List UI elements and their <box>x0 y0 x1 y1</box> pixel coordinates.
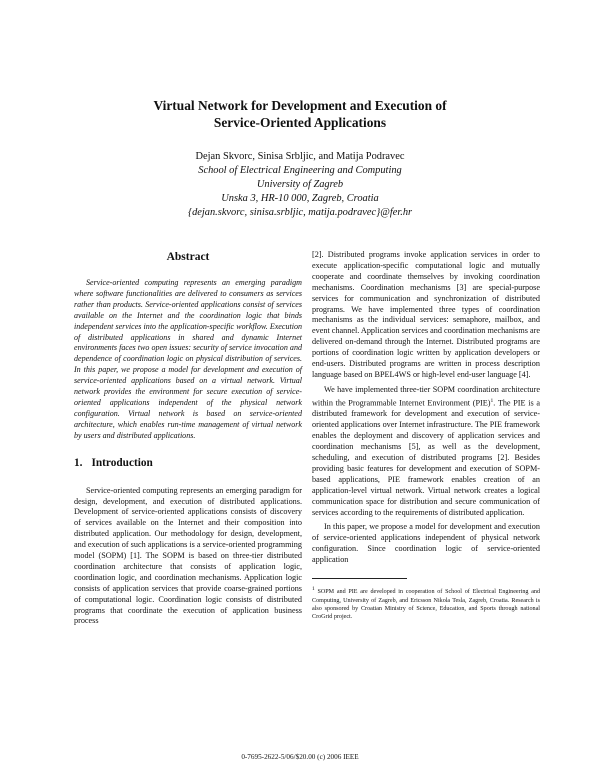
right-paragraph-2 <box>312 385 540 519</box>
affiliation-university: University of Zagreb <box>256 179 344 190</box>
affiliation-address: Unska 3, HR-10 000, Zagreb, Croatia <box>221 193 379 204</box>
right-paragraph-2-text-b: . The PIE is a distributed framework for development and execution of service-oriented applications over Internet infrastructure. The PIE framework enables the deployment and discovery of application services and coordination mechanisms [5], as well as the development, scheduling, and execution of distributed programs [2]. Besides providing basic features for development and execution of SOPM-based applications, PIE framework enables creation of an application-level virtual network. Virtual network creates a logical communication space for distribution and secure communication of services according to the requirements of distributed application. <box>312 398 540 517</box>
section-title: Introduction <box>91 456 153 469</box>
footnote <box>312 585 540 622</box>
right-paragraph-1: [2]. Distributed programs invoke application services in order to execute application-specific computational logic and mutually cooperate and coordinate themselves by invoking coordination mechanisms. Coordination mechanisms [3] are special-purpose services for communication and synchronization of distributed programs. We have implemented three types of coordination mechanisms as the individual services: semaphore, mailbox, and event channel. Application services and coordination mechanisms are delivered on-demand through the Internet. Distributed programs are portions of coordination logic written by application developers or end-users. Distributed programs are written in process description language based on BPEL4WS or high-level end-user language [4]. <box>312 250 540 379</box>
section-heading-introduction <box>74 456 302 470</box>
title-line-1: Virtual Network for Development and Execution of <box>153 98 447 113</box>
author-block <box>0 150 600 220</box>
right-paragraph-2-text-a: We have implemented three-tier SOPM coordination architecture within the Programmable Internet Environment (PIE) <box>312 384 540 408</box>
footnote-text: SOPM and PIE are developed in cooperation of School of Electrical Engineering and Computing, University of Zagreb, and Ericsson Nikola Tesla, Zagreb, Croatia. Research is also sponsored by Croatian Ministry of Science, Education, and Sports through national CroGrid project. <box>312 589 540 621</box>
author-emails: {dejan.skvorc, sinisa.srbljic, matija.podravec}@fer.hr <box>187 207 413 218</box>
paper-title <box>0 97 600 131</box>
left-column <box>74 250 302 627</box>
right-paragraph-3: In this paper, we propose a model for development and execution of service-oriented applications independent of physical network configuration. Since coordination logic of service-oriented application <box>312 522 540 565</box>
copyright-line: 0-7695-2622-5/06/$20.00 (c) 2006 IEEE <box>241 753 359 761</box>
affiliation-school: School of Electrical Engineering and Computing <box>198 165 402 176</box>
section-number: 1. <box>74 456 83 469</box>
right-column <box>312 250 540 622</box>
abstract-heading: Abstract <box>166 251 210 263</box>
author-names: Dejan Skvorc, Sinisa Srbljic, and Matija Podravec <box>195 151 405 162</box>
abstract-text: Service-oriented computing represents an emerging paradigm where software functionalities are delivered to consumers as services rather than products. Service-oriented applications consist of services available on the Internet and the coordination logic that binds independent services into the application-specific workflow. Execution of distributed applications in shared and dynamic Internet environments faces two open issues: security of service invocation and dependence of coordination logic on physical distribution of services. In this paper, we propose a model for development and execution of service-oriented applications based on a virtual network. Virtual network provides the environment for secure execution of service-oriented applications independent of the physical network configuration. Virtual network is based on service-oriented architecture, which enables run-time management of virtual network by users and distributed applications. <box>74 278 302 440</box>
footnote-divider <box>312 578 407 579</box>
footnote-reference: 1 <box>490 397 494 404</box>
title-line-2: Service-Oriented Applications <box>213 115 387 130</box>
footnote-marker: 1 <box>312 586 315 593</box>
introduction-paragraph-1: Service-oriented computing represents an emerging paradigm for design, development, and execution of distributed applications. Development of service-oriented applications consists of discovery of services available on the Internet and their composition into distributed application. Our methodology for design, development, and execution of such applications is a service-oriented programming model (SOPM) [1]. The SOPM is based on three-tier distributed coordination architecture that consists of application logic, coordination logic, and coordination mechanisms. Application logic consists of application services that provide coarse-grained portions of computational logic. Coordination logic consists of distributed programs that coordinate the execution of application business process <box>74 485 302 626</box>
